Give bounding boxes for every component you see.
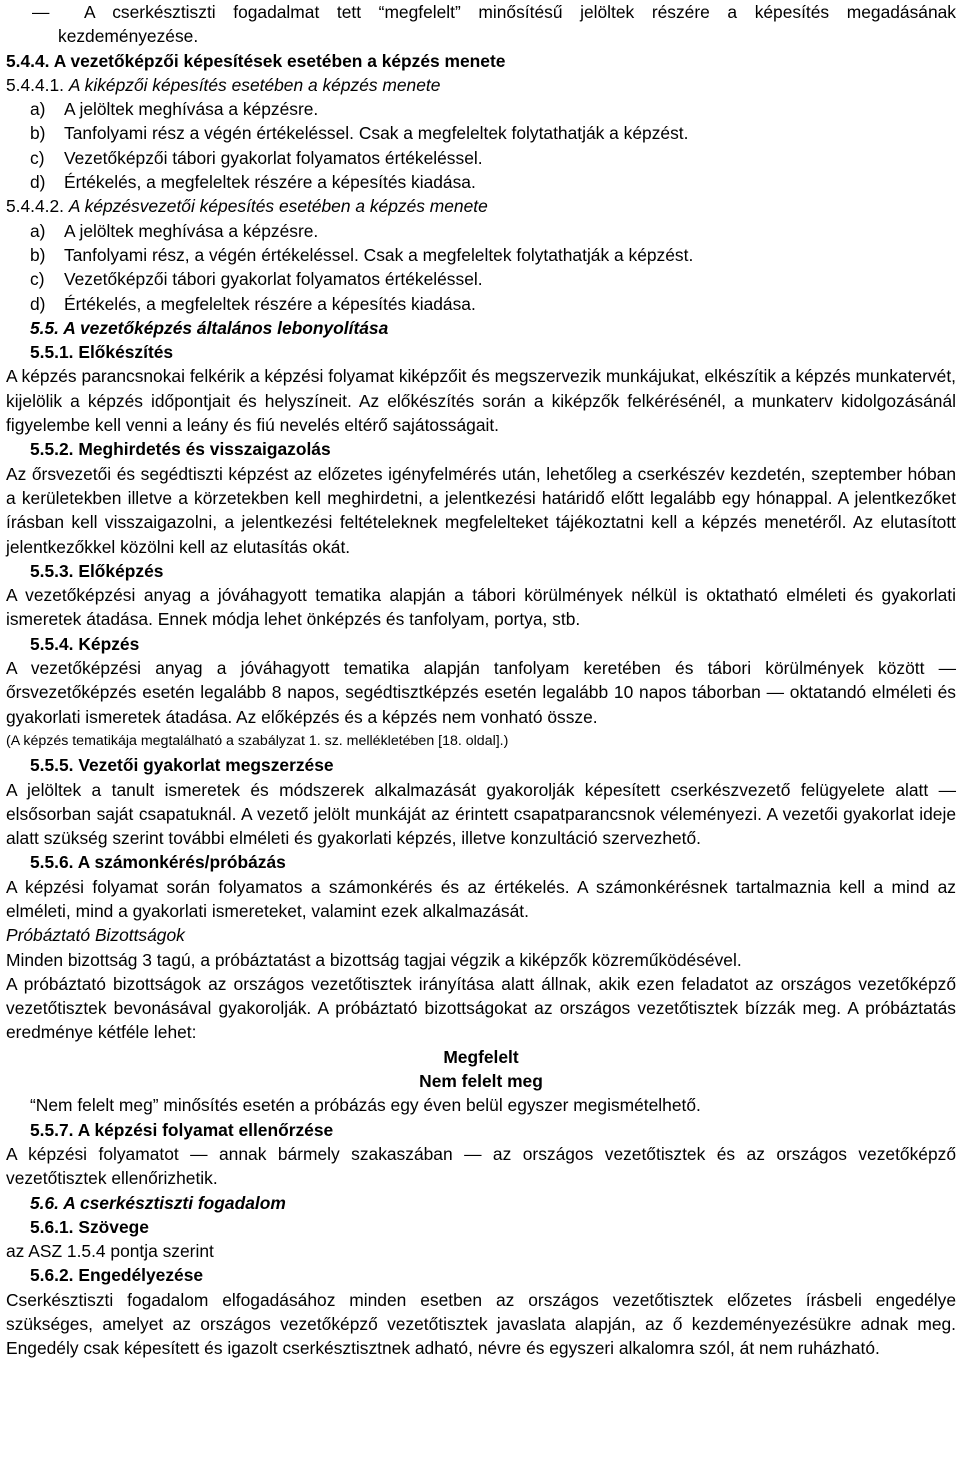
footnote-reference: (A képzés tematikája megtalálható a szabályzat 1. sz. mellékletében [18. oldal].) (6, 732, 509, 749)
paragraph: Cserkésztiszti fogadalom elfogadásához minden esetben az országos vezetőtisztek előzetes írásbeli engedélye szükséges, amelyet az országos vezetőképző vezetőtisztek javaslata alapján, az ő kezdeményezésükre adnak meg. Engedély csak képesített és igazolt cserkésztisztnek adható, névre és egyszeri alkalomra szól, át nem ruházható. (6, 1289, 956, 1359)
paragraph: Az őrsvezetői és segédtiszti képzést az előzetes igényfelmérés után, lehetőleg a cserkészév kezdetén, szeptember hóban a kerületekben illetve a körzetekben kell meghirdetni, a jelentkezési határidő előtt legalább egy hónappal. A jelentkezőket írásban kell visszaigazolni, a jelentkezési feltételeknek megfelelteket tájékoztatni kell a képzés menetéről. Az elutasított jelentkezőkkel közölni kell az elutasítás okát. (6, 463, 956, 557)
dash-list-item (6, 0, 956, 49)
list-item-text: A jelöltek meghívása a képzésre. (64, 99, 319, 120)
list-marker: d) (30, 172, 46, 193)
heading-number: 5.4.4. (6, 50, 50, 71)
subheading: Próbáztató Bizottságok (6, 925, 185, 946)
heading-number: 5.4.4.1. (6, 74, 65, 95)
list-item (6, 121, 956, 145)
heading-5-5-5 (6, 753, 956, 777)
heading-title: Meghirdetés és visszaigazolás (78, 439, 331, 460)
heading-5-4-4-2 (6, 194, 956, 218)
list-item-text: A jelöltek meghívása a képzésre. (64, 220, 319, 241)
document-page (6, 0, 956, 1361)
heading-title: A számonkérés/próbázás (77, 852, 286, 873)
heading-5-6 (6, 1191, 956, 1215)
paragraph: A képzési folyamatot — annak bármely szakaszában — az országos vezetőtisztek és az országos vezetőképző vezetőtisztek ellenőrizhetik. (6, 1143, 956, 1189)
heading-title: A kiképzői képesítés esetében a képzés menete (68, 74, 441, 95)
result-option: Megfelelt (443, 1046, 519, 1067)
list-marker: a) (30, 220, 46, 241)
paragraph: az ASZ 1.5.4 pontja szerint (6, 1241, 214, 1262)
heading-title: Előképzés (78, 560, 164, 581)
list-item (6, 292, 956, 316)
heading-title: A képzésvezetői képesítés esetében a képzés menete (68, 196, 488, 217)
heading-number: 5.5.7. (30, 1119, 74, 1140)
result-option: Nem felelt meg (419, 1071, 543, 1092)
list-marker: a) (30, 99, 46, 120)
paragraph: A képzési folyamat során folyamatos a számonkérés és az értékelés. A számonkérésnek tartalmaznia kell a mind az elméleti, mind a gyakorlati ismereteket, valamint ezek alkalmazását. (6, 876, 956, 921)
paragraph: A próbáztató bizottságok az országos vezetőtisztek irányítása alatt állnak, akik ezen feladatot az országos vezetőképző vezetőtisztek bevonásával gyakorolják. A próbáztató bizottságokat az országos vezetőtisztek bízzák meg. A próbáztatás eredménye kétféle lehet: (6, 973, 956, 1043)
heading-number: 5.6.2. (30, 1265, 74, 1286)
heading-5-5-1 (6, 340, 956, 364)
list-item-text: Értékelés, a megfeleltek részére a képesítés kiadása. (64, 172, 476, 193)
paragraph: Minden bizottság 3 tagú, a próbáztatást a bizottság tagjai végzik a kiképzők közreműködésével. (6, 949, 742, 970)
heading-number: 5.4.4.2. (6, 196, 65, 217)
paragraph: “Nem felelt meg” minősítés esetén a próbázás egy éven belül egyszer megismételhető. (30, 1095, 701, 1116)
heading-title: A vezetőképzés általános lebonyolítása (63, 317, 389, 338)
heading-number: 5.5.2. (30, 439, 74, 460)
heading-title: Képzés (78, 633, 140, 654)
heading-number: 5.5.3. (30, 560, 74, 581)
list-item-text: Tanfolyami rész, a végén értékeléssel. Csak a megfeleltek folytathatják a képzést. (64, 244, 694, 265)
paragraph: A képzés parancsnokai felkérik a képzési folyamat kiképzőit és megszervezik munkájukat, elkészítik a képzés munkatervét, kijelölik a képzés időpontjait és helyszíneit. Az előkészítés során a kiképzők felkérésénél, a munkaterv kidolgozásánál figyelembe kell venni a leány és fiú nevelés eltérő sajátosságait. (6, 366, 956, 436)
heading-5-5-2 (6, 437, 956, 461)
dash-bullet: — (32, 2, 50, 22)
heading-title: A képzési folyamat ellenőrzése (77, 1119, 334, 1140)
list-marker: c) (30, 269, 45, 290)
heading-title: Előkészítés (78, 342, 174, 363)
heading-5-5-6 (6, 850, 956, 874)
heading-number: 5.6.1. (30, 1216, 74, 1237)
heading-title: A cserkésztiszti fogadalom (63, 1192, 286, 1213)
list-item-text: Tanfolyami rész a végén értékeléssel. Csak a megfeleltek folytathatják a képzést. (64, 123, 689, 144)
list-item (6, 267, 956, 291)
heading-number: 5.6. (30, 1192, 60, 1213)
heading-5-5-3 (6, 559, 956, 583)
list-item-text: Vezetőképzői tábori gyakorlat folyamatos értékeléssel. (64, 269, 483, 290)
heading-title: Engedélyezése (78, 1265, 204, 1286)
list-item (6, 170, 956, 194)
heading-title: Vezetői gyakorlat megszerzése (78, 755, 334, 776)
heading-5-6-2 (6, 1263, 956, 1287)
list-marker: b) (30, 123, 46, 144)
heading-5-5-4 (6, 632, 956, 656)
paragraph: A vezetőképzési anyag a jóváhagyott tematika alapján a tábori körülmények nélkül is oktatható elméleti és gyakorlati ismeretek átadása. Ennek módja lehet önképzés és tanfolyam, portya, stb. (6, 585, 956, 630)
paragraph: A vezetőképzési anyag a jóváhagyott tematika alapján tanfolyam keretében és tábori körülmények között — őrsvezetőképzés esetén legalább 8 napos, segédtisztképzés esetén legalább 10 napos táborban — oktatandó elméleti és gyakorlati ismeretek átadása. Az előképzés és a képzés nem vonható össze. (6, 658, 956, 727)
heading-5-4-4 (6, 49, 956, 73)
list-item (6, 243, 956, 267)
list-item-text: Vezetőképzői tábori gyakorlat folyamatos értékeléssel. (64, 147, 483, 168)
heading-number: 5.5. (30, 317, 60, 338)
heading-5-6-1 (6, 1215, 956, 1239)
list-marker: d) (30, 293, 46, 314)
heading-number: 5.5.4. (30, 633, 74, 654)
heading-5-5 (6, 316, 956, 340)
list-item-text: Értékelés, a megfeleltek részére a képesítés kiadása. (64, 293, 476, 314)
heading-number: 5.5.6. (30, 852, 74, 873)
list-marker: c) (30, 147, 45, 168)
heading-title: Szövege (78, 1216, 149, 1237)
list-marker: b) (30, 244, 46, 265)
heading-title: A vezetőképzői képesítések esetében a képzés menete (53, 50, 506, 71)
paragraph: A jelöltek a tanult ismeretek és módszerek alkalmazását gyakorolják képesített cserkészvezető felügyelete alatt — elsősorban saját csapatuknál. A vezető jelölt munkáját az érintett csapatparancsnok véleményezi. A vezetői gyakorlat ideje alatt szükség szerint további elméleti és gyakorlati képzés, illetve konzultáció szervezhető. (6, 779, 956, 849)
heading-number: 5.5.5. (30, 755, 74, 776)
heading-5-5-7 (6, 1118, 956, 1142)
heading-number: 5.5.1. (30, 342, 74, 363)
list-item (6, 219, 956, 243)
list-item (6, 97, 956, 121)
list-item (6, 146, 956, 170)
heading-5-4-4-1 (6, 73, 956, 97)
dash-item-text: A cserkésztiszti fogadalmat tett “megfelelt” minősítésű jelöltek részére a képesítés megadásának kezdeményezése. (58, 2, 956, 47)
